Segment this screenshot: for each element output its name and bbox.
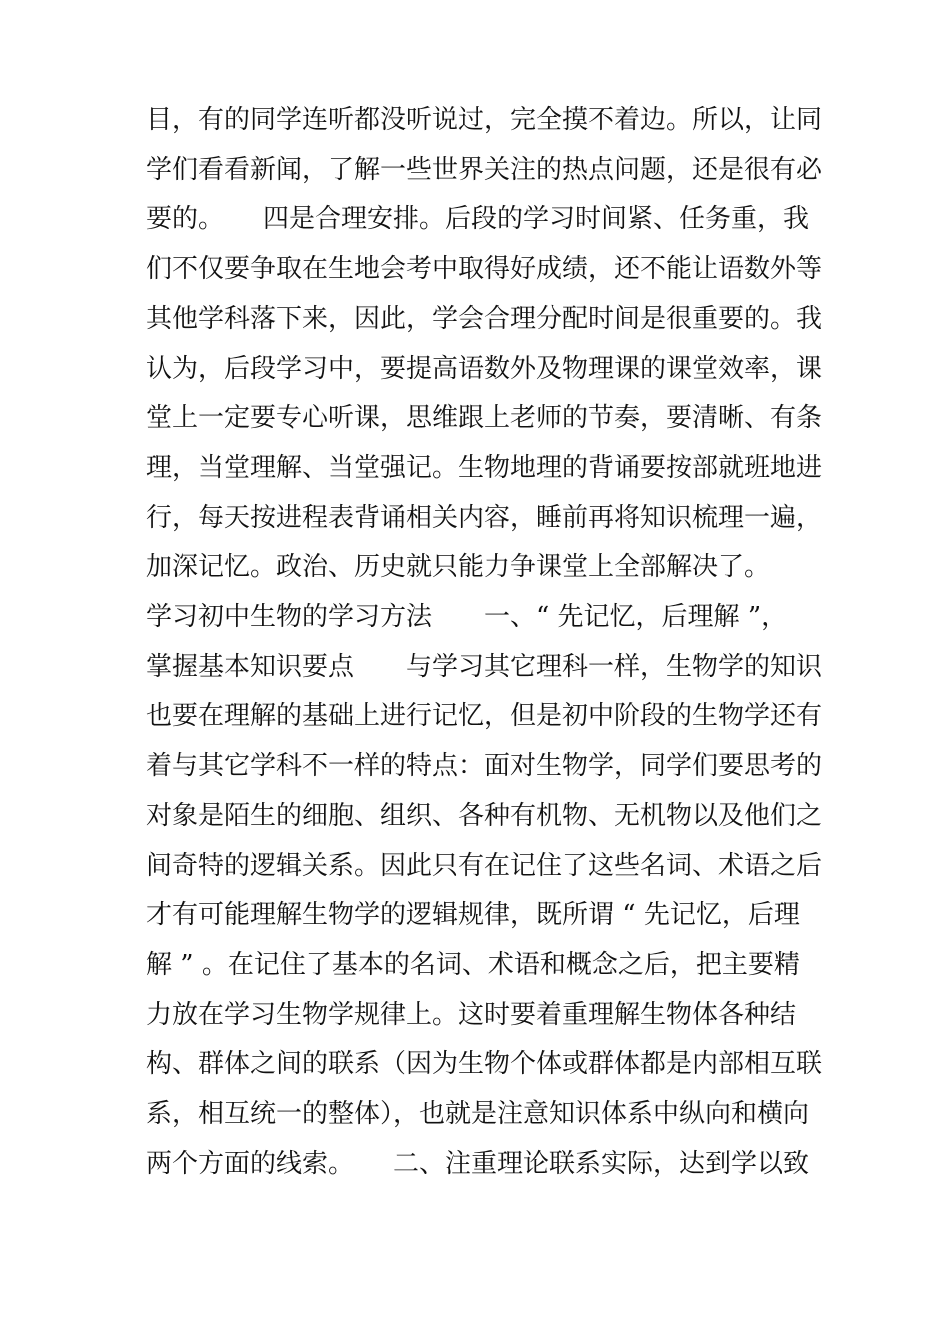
text-line: 认为，后段学习中，要提高语数外及物理课的课堂效率，课	[146, 353, 823, 384]
text-line: 要的。 四是合理安排。后段的学习时间紧、任务重，我	[146, 204, 810, 235]
body-text	[146, 96, 826, 1189]
text-line: 堂上一定要专心听课，思维跟上老师的节奏，要清晰、有条	[146, 403, 823, 434]
text-line: 才有可能理解生物学的逻辑规律，既所谓 “ 先记忆，后理	[146, 900, 800, 931]
text-line: 们不仅要争取在生地会考中取得好成绩，还不能让语数外等	[146, 254, 823, 285]
text-line: 学们看看新闻，了解一些世界关注的热点问题，还是很有必	[146, 154, 823, 185]
text-line: 构、群体之间的联系（因为生物个体或群体都是内部相互联	[146, 1049, 823, 1080]
text-line: 加深记忆。政治、历史就只能力争课堂上全部解决了。	[146, 552, 771, 583]
text-line: 着与其它学科不一样的特点：面对生物学，同学们要思考的	[146, 751, 823, 782]
text-line: 掌握基本知识要点 与学习其它理科一样，生物学的知识	[146, 651, 823, 682]
text-line: 对象是陌生的细胞、组织、各种有机物、无机物以及他们之	[146, 800, 823, 831]
text-line: 目，有的同学连听都没听说过，完全摸不着边。所以，让同	[146, 105, 823, 135]
text-line: 其他学科落下来，因此，学会合理分配时间是很重要的。我	[146, 303, 823, 334]
text-line: 也要在理解的基础上进行记忆，但是初中阶段的生物学还有	[146, 701, 823, 732]
text-line: 行，每天按进程表背诵相关内容，睡前再将知识梳理一遍，	[146, 502, 823, 533]
text-line: 理，当堂理解、当堂强记。生物地理的背诵要按部就班地进	[146, 452, 823, 483]
text-line: 间奇特的逻辑关系。因此只有在记住了这些名词、术语之后	[146, 850, 823, 881]
text-line: 两个方面的线索。 二、注重理论联系实际，达到学以致	[146, 1148, 810, 1179]
text-line: 力放在学习生物学规律上。这时要着重理解生物体各种结	[146, 999, 797, 1030]
text-line: 解 ” 。在记住了基本的名词、术语和概念之后，把主要精	[146, 949, 800, 980]
text-line: 系，相互统一的整体），也就是注意知识体系中纵向和横向	[146, 1099, 810, 1130]
text-line: 学习初中生物的学习方法 一、“ 先记忆，后理解 ”，	[146, 602, 788, 633]
